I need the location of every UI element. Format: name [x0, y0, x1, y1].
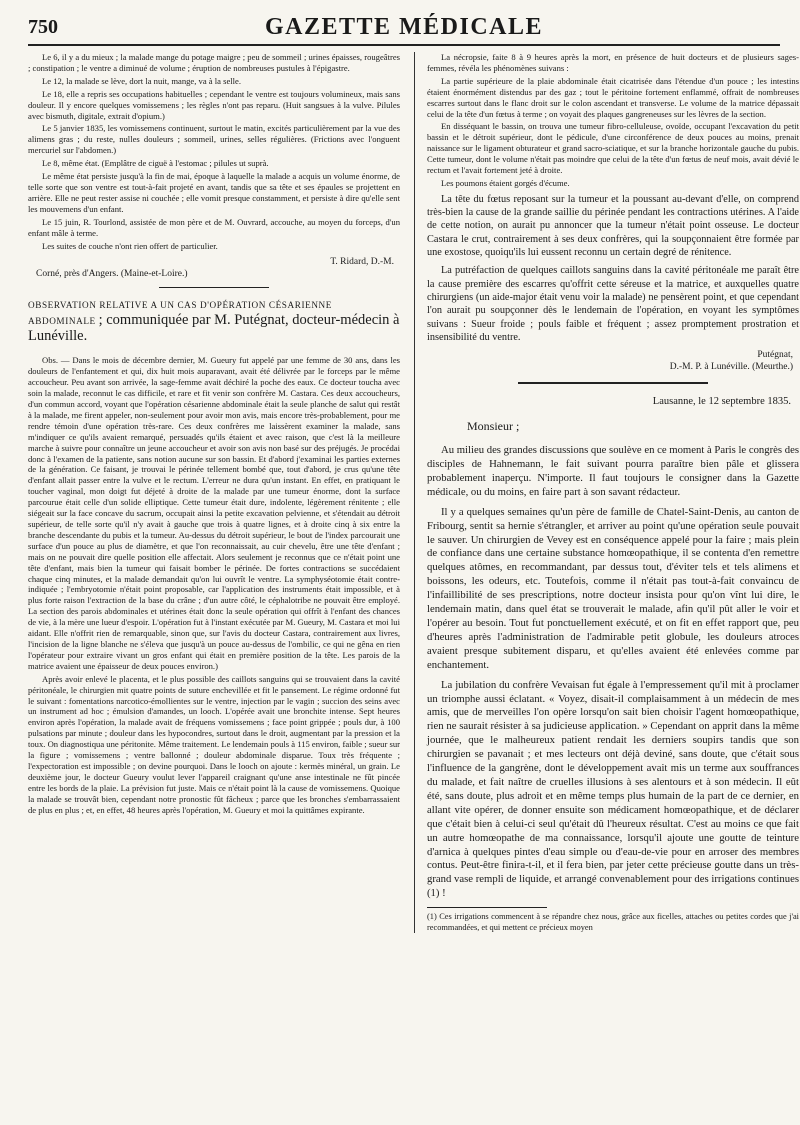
- letter-salutation: Monsieur ;: [467, 419, 520, 434]
- left-column: [28, 52, 400, 933]
- case-note: Le 12, la malade se lève, dort la nuit, mange, va à la selle.: [42, 75, 242, 86]
- letter-paragraph: La jubilation du confrère Vevaisan fut égale à l'empressement qu'il mit à proclamer un triomphe aussi éclatant. « Voyez, disait-il complaisamment à un médecin de mes amis, que de merveilles l'on opère lorsqu'on sait bien choisir l'agent homœopathique, rien ne saurait résister à sa judicieuse application. » Cependant on apprit dans la même journée, que le malheureux patient rendait les derniers soupirs tandis que son chirurgien se pavanait ; et mes lecteurs ont déjà deviné, sans doute, que c'était sous l'influence de la gangrène, dont le développement avait mis un terme aux souffrances du malade, et fait naître de cruelles illusions à ses alentours et à son médecin. Il eût été, sans doute, plus adroit et en même temps plus humain de la part de ce dernier, en allant vite opérer, de donner ensuite son médicament homœopathique, et de déclarer que c'était bien à celui-ci seul qu'était dû l'heureux résultat. C'est au moins ce que fait un autre homœopathe de ma connaissance, lorsqu'il ajoute une goutte de teinture d'arnica à quelques pintes d'eau simple ou d'eau-de-vie pour en arroser des membres contus. Peut-être finira-t-il, et il fera bien, par jeter cette précieuse goutte dans un très-grand vase rempli de liquide, et arrangé convenablement pour des irrigations continues (1) !: [427, 678, 799, 900]
- commentary-paragraph: La putréfaction de quelques caillots sanguins dans la cavité péritonéale me paraît être la cause première des escarres qu'offrit cette séreuse et la matrice, et auxquelles quatre chirurgiens (un aide-major était venu voir la malade) ne pensèrent point, et que cependant l'on aurait pu soupçonner dès le lendemain de l'opération, en voyant les symptômes suivans : Sueur froide ; pouls faible et fréquent ; assez promptement prostration et insensibilité du ventre.: [427, 265, 799, 343]
- autopsy-section: [427, 52, 799, 189]
- letter-dateline: Lausanne, le 12 septembre 1835.: [652, 396, 791, 408]
- letter-paragraph: Il y a quelques semaines qu'un père de famille de Chatel-Saint-Denis, au canton de Fribourg, sentit sa hernie s'étrangler, et arriver au point qu'une opération seule pouvait le sauver. Un chirurgien de Vevey est en conséquence appelé pour la faire ; mais plein de confiance dans une certaine substance homœopathique, il se contenta d'en remettre quelques atômes, en recommandant, par dessus tout, d'éviter tels et tels alimens et boissons, les odeurs, etc. Toutefois, comme il n'était pas tout-à-fait convaincu de l'infaillibilité de ses prescriptions, notre docteur insista pour qu'on vînt lui dire, le lendemain matin, dans quel état se trouverait le malade, afin qu'il pût aller le voir et l'opérer au besoin. Tout fut ponctuellement exécuté, et on fit en effet rapport que, peu d'heures après l'administration de l'admirable petit globule, les douleurs atroces avaient presque subitement disparu, et qu'elles avaient été enlevées comme par enchantement.: [427, 505, 799, 671]
- autopsy-paragraph: Les poumons étaient gorgés d'écume.: [441, 177, 570, 188]
- author-location: D.-M. P. à Lunéville. (Meurthe.): [669, 362, 793, 373]
- case-note: Le 15 juin, R. Tourlond, assistée de mon père et de M. Ouvrard, accouche, au moyen du forceps, d'un enfant mâle à terme.: [28, 216, 400, 238]
- case-note: Le 6, il y a du mieux ; la malade mange du potage maigre ; peu de sommeil ; urines épaisses, rougeâtres ; constipation ; le ventre a diminué de volume ; éruption de nombreuses pustules à l'épigastre.: [28, 52, 400, 73]
- case-note: Le 5 janvier 1835, les vomissemens continuent, surtout le matin, excités particulièrement par la vue des alimens gras ; du reste, nulles douleurs ; sommeil, urines, selles régulières. (Frictions avec l'onguent mercuriel sur l'abdomen.): [28, 123, 400, 156]
- author-signature: T. Ridard, D.-M.: [330, 257, 394, 268]
- letter-body: [427, 444, 799, 901]
- case-note: Le même état persiste jusqu'à la fin de mai, époque à laquelle la malade a acquis un volume énorme, de telle sorte que son ventre est tout-à-fait projeté en avant, tandis que sa tête et ses épaules se projettent en arrière. Elle ne peut rester assise ni couchée ; elle vomit presque constamment, et persiste à dire qu'elle sent les mouvemens d'un enfant.: [28, 171, 400, 214]
- case-notes: [28, 52, 400, 251]
- autopsy-paragraph: La partie supérieure de la plaie abdominale était cicatrisée dans l'étendue d'un pouce ; les intestins étaient énormément distendus par des gaz ; tout le péritoine fortement enflammé, offrait de nombreuses escarres surtout dans le flanc droit sur le colon ascendant et transverse. Le volume de la matrice dépassait celui de la tête d'un fœtus à terme ; on voyait des plaques gangreneuses sur les lèvres de la section.: [427, 75, 799, 119]
- article-title-byline: ; communiquée par M. Putégnat, docteur-médecin à Lunéville.: [28, 312, 400, 345]
- journal-title: GAZETTE MÉDICALE: [264, 14, 544, 40]
- page-header: [28, 14, 780, 46]
- autopsy-paragraph: En disséquant le bassin, on trouva une tumeur fibro-celluleuse, ovoïde, occupant l'excavation du petit bassin et le détroit supérieur, dont le pédicule, d'une circonférence de deux pouces au moins, prenait naissance sur le ligament obturateur et grand sacro-sciatique, et sur la branche horizontale gauche du pubis. Cette tumeur, dont le volume n'était pas moindre que celui de la tête d'un fœtus de neuf mois, avait dévié le rectum et l'avait fortement jeté à droite.: [427, 121, 799, 176]
- columns: [28, 52, 799, 933]
- page-number: 750: [28, 16, 58, 38]
- observation-paragraph: Après avoir enlevé le placenta, et le plus possible des caillots sanguins qui se trouvaient dans la cavité péritonéale, le chirurgien mit quatre points de suture enchevillée et fit le pansement. Le régime ordonné fut le suivant : fomentations narcotico-émollientes sur le ventre, injection par le vagin ; succion des seins avec un instrument ad hoc ; émulsion d'amandes, un looch. L'opérée avait une bronchite intense. Sept heures environ après l'opération, la malade avait de fréquens vomissemens ; face point grippée ; pouls dur, à 100 pulsations par minute ; douleur dans les hypocondres, surtout dans le droit, augmentant par la pression et la toux. On diagnostiqua une péritonite. Même traitement. Le lendemain pouls à 115 environ, faible ; sueur sur la figure ; vomissemens ; ventre ballonné ; douleur abdominale disparue. Toux très fréquente ; l'expectoration est impossible ; on devine pourquoi. Dans le looch on ajoute : kermès minéral, un grain. Le deuxième jour, le docteur Gueury voulut lever l'appareil craignant qu'une anse intestinale ne fût pincée entre les bords de la plaie. La prévision fut juste. Mais ce n'était point là la cause de vomissemens. Quoique la malade se trouvât bien, cependant notre pronostic fût fâcheux ; parce que les bronches s'embarrassaient de plus en plus ; et, en effet, 48 heures après l'opération, M. Gueury et moi la quittâmes expirante.: [28, 673, 400, 815]
- section-divider: [518, 382, 708, 384]
- observation-body: [28, 355, 400, 815]
- case-note: Le 18, elle a repris ses occupations habituelles ; cependant le ventre est toujours volumineux, mais sans douleur. Il y encore quelques vomissemens ; les règles n'ont pas reparu. (Huit sangsues à la vulve. Pilules avec bismuth, digitale, extrait d'opium.): [28, 88, 400, 121]
- right-column: [414, 52, 799, 933]
- footnote-divider: [427, 907, 547, 908]
- section-divider: [159, 287, 269, 288]
- case-note: Le 8, même état. (Emplâtre de ciguë à l'estomac ; pilules ut suprà.: [42, 158, 269, 169]
- letter-paragraph: Au milieu des grandes discussions que soulève en ce moment à Paris le congrès des disciples de Hahnemann, le fait suivant pourra paraître bien pâle et glissera probablement inaperçu. N'importe. Il faut toujours le consigner dans la Gazette médicale, ou du moins, en faire part à son savant rédacteur.: [427, 444, 799, 498]
- commentary-section: [427, 193, 799, 344]
- author-signature: Putégnat,: [757, 350, 793, 361]
- commentary-paragraph: La tête du fœtus reposant sur la tumeur et la poussant au-devant d'elle, on comprend très-bien la cause de la grande saillie du périnée pendant les contractions utérines. A l'aide de cette notion, on aurait pu annoncer que la tumeur n'était point osseuse. Le docteur Castara le crut, contrairement à ses deux confrères, qui la soupçonnaient être formée par une exostose, quoiqu'ils lui eussent reconnu un certain degré de rénitence.: [427, 193, 799, 259]
- author-location: Corné, près d'Angers. (Maine-et-Loire.): [36, 269, 188, 280]
- autopsy-paragraph: La nécropsie, faite 8 à 9 heures après la mort, en présence de huit docteurs et de plusieurs sages-femmes, révéla les phénomènes suivans :: [427, 52, 799, 73]
- observation-paragraph: Obs. — Dans le mois de décembre dernier, M. Gueury fut appelé par une femme de 30 ans, dans les douleurs de l'enfantement et qui, dix huit mois auparavant, avait été délivrée par le forceps par le même accoucheur. Peu avant son arrivée, la sage-femme avait déchiré la poche des eaux. Ce docteur toucha avec soin la malade, reconnut le cas difficile, et rare et fit venir son confrère M. Castara. Ces deux accoucheurs, d'un commun accord, voyant que l'opération césarienne abdominale était la seule planche de salut qui restât à la malade, me firent appeler, non-seulement pour avoir mon avis, mais encore très-probablement, pour me rendre témoin d'une opération très-rare. Ces deux confrères me laissèrent examiner la malade, sans m'indiquer ce qu'ils avaient remarqué, persuadés qu'ils étaient et avec raison, que c'est là la meilleure marche à suivre pour connaître un jeune accoucheur et avoir son avis non basé sur des préjugés. Je procédai donc à l'examen de la patiente, sans notion aucune sur son bassin. Et d'abord j'examinai les parties externes de la génération. Ce faisant, je trouvai le périnée tellement bombé que, tout d'abord, je crus qu'une tête d'enfant allait passer entre la vulve et le rectum. L'erreur ne dura qu'un instant. En effet, en pratiquant le toucher vaginal, mon doigt fut déjeté à droite de la malade par une tumeur énorme, dont la surface parcourue était celle d'un solide elliptique. Cette tumeur était dure, indolente, légèrement rénitente ; elle siégeait sur la face concave du sacrum, occupait ainsi la petite excavation pelvienne, et s'étendait au détroit supérieur, de telle sorte qu'il n'y avait à gauche que trois à quatre lignes, et à droite cinq à six entre la branche descendante du pubis et la tumeur. Au-dessus du détroit supérieur, le bout de l'index parcourait une surface d'un pouce au plus de diamètre, et que l'on reconnaissait, au cuir chevelu, être une tête d'enfant ; mais on ne pouvait dire quelle position elle affectait. Alors seulement je reconnus que ce n'était point une tête d'enfant, mais bien la tumeur qui faisait bomber le périnée. De fortes contractions se succédaient chaque cinq minutes, et la malade demandait qu'on lui ouvrît le ventre. La symphyséotomie était contre-indiquée ; l'embryotomie n'était point proposable, car l'application des instruments était impossible, et à plus forte raison l'extraction de la base du crâne ; d'un autre côté, le céphalotribe ne pouvait être employé. La section des parois abdominales et utérines était donc la seule opération qui offrît à l'enfant des chances de vie, à la mère une lueur d'espoir. L'opération fut à l'instant exécutée par M. Gueury, M. Castara et moi lui aidant. Elle n'offrit rien de remarquable, sinon que, sur l'avis du docteur Castara, contrairement aux livres, l'incision de la ligne blanche ne s'éleva que jusqu'à un pouce au-dessus de l'ombilic, ce qui ne gêna en rien l'opérateur pour extraire vivant un gros enfant qui était en première position de la tête. Les parois de la matrice avaient une épaisseur de deux pouces environ.): [28, 355, 400, 671]
- case-note: Les suites de couche n'ont rien offert de particulier.: [42, 240, 218, 251]
- article-title: [28, 298, 400, 345]
- article-title-main: OBSERVATION RELATIVE A UN CAS D'OPÉRATION CÉSARIENNE ABDOMINALE: [28, 300, 333, 327]
- footnote: (1) Ces irrigations commencent à se répandre chez nous, grâce aux ficelles, attaches ou petites cordes que j'ai recommandées, et qui mettent ce précieux moyen: [427, 912, 799, 932]
